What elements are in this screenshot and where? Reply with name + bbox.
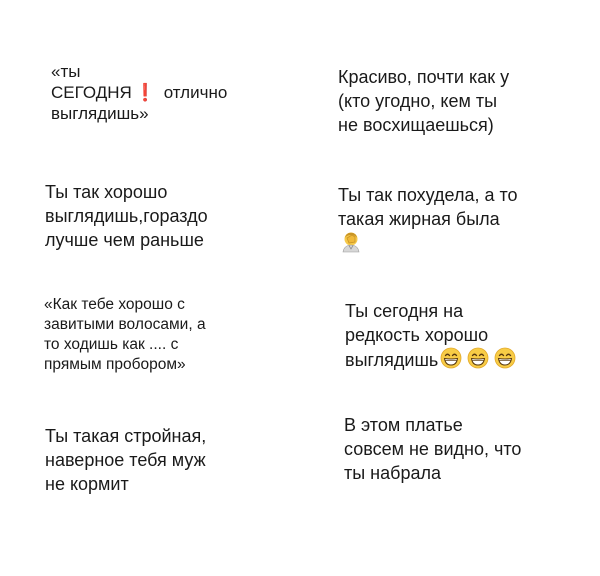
phrase-4-line-1: Ты так похудела, а то	[338, 185, 518, 205]
phrase-5-line-4: прямым пробором»	[44, 356, 186, 373]
phrase-7-line-1: Ты такая стройная,	[45, 426, 207, 446]
grinning-face-emoji-icon	[440, 347, 462, 369]
phrase-6-line-3	[345, 347, 516, 372]
phrase-2-line-3: не восхищаешься)	[338, 115, 494, 135]
phrase-2-line-2: (кто угодно, кем ты	[338, 91, 498, 111]
grinning-face-emoji-icon	[494, 347, 516, 369]
phrase-8-line-2: совсем не видно, что	[344, 439, 522, 459]
phrase-1-line-2	[51, 82, 227, 103]
phrase-7	[45, 424, 206, 496]
phrase-6-line-1: Ты сегодня на	[345, 301, 464, 321]
phrase-2	[338, 65, 509, 137]
phrase-5	[44, 295, 206, 375]
phrase-6	[345, 299, 516, 372]
phrase-7-line-3: не кормит	[45, 474, 129, 494]
phrase-4-line-2: такая жирная была	[338, 209, 500, 229]
phrase-3-line-3: лучше чем раньше	[45, 230, 204, 250]
phrase-3	[45, 180, 208, 252]
phrase-5-line-1: «Как тебе хорошо с	[44, 296, 185, 313]
phrase-4	[338, 183, 518, 256]
phrase-6-line-3-text: выглядишь	[345, 350, 439, 370]
phrase-2-line-1: Красиво, почти как у	[338, 67, 510, 87]
phrase-5-line-2: завитыми волосами, а	[44, 316, 206, 333]
phrase-8-line-3: ты набрала	[344, 463, 441, 483]
phrase-3-line-2: выглядишь,гораздо	[45, 206, 208, 226]
phrase-1-line-2-text: СЕГОДНЯ	[51, 83, 132, 102]
phrase-8-line-1: В этом платье	[344, 415, 463, 435]
phrase-4-line-3	[338, 231, 518, 256]
face-palm-emoji-icon	[340, 231, 362, 253]
phrase-7-line-2: наверное тебя муж	[45, 450, 206, 470]
red-exclamation-icon: ❗	[134, 83, 156, 102]
phrase-1-line-1: «ты	[51, 62, 81, 81]
phrase-1	[51, 61, 227, 124]
phrase-1-line-3: выглядишь»	[51, 104, 149, 123]
phrase-1-line-2-tail: отлично	[158, 83, 228, 102]
phrase-8	[344, 413, 521, 485]
phrase-3-line-1: Ты так хорошо	[45, 182, 168, 202]
phrase-6-line-2: редкость хорошо	[345, 325, 489, 345]
grinning-face-emoji-icon	[467, 347, 489, 369]
phrase-5-line-3: то ходишь как .... с	[44, 336, 179, 353]
